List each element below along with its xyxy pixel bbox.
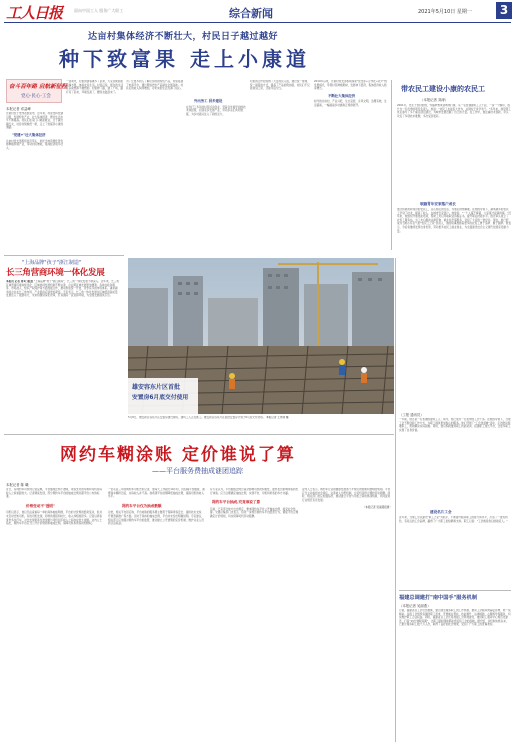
section-rule-left bbox=[4, 255, 124, 256]
lead-body-col-1: 达亩村位于贵州省凯里市，近年来，村里坚持党建引领，发展特色产业，壮大集体经济，群众生活水平不断提高。村民们在家门口就能就业，日子越过越红火，村容村貌焕然一新，走上了致富奔小康的道路。 "党建+"壮大集体经济 达亩村党支部组织党员带头，依托当地资源优势发展种植养殖产业，带动村民增收，集体经济逐年壮大。 bbox=[6, 112, 64, 150]
column-tag-box bbox=[6, 79, 67, 103]
bottom-subtitle: ——平台服务费抽成谜团追踪 bbox=[152, 467, 243, 475]
side-story-body-1: 2001年，出生于农村的他，怀揣梦想来到城市打拼，从一名普通建筑工人干起，一步一个脚印，成长为一名优秀的项目负责人。他说："农民工也能有大作为，关键在于肯学肯干。"多年来，他带领工友们参与了多个重点项目建设，为城市发展贡献了自己的力量。在工作中，他注重技术创新，带头攻克了多项技术难题，多次受到表彰。 bbox=[397, 104, 511, 118]
column-sub: 党心·民心·工会 bbox=[21, 94, 51, 99]
bottom-subhead-3: 网约车平台抽成,究竟谁说了算 bbox=[212, 500, 261, 505]
side-story-subhead: 领跑青年安家落户成长 bbox=[420, 202, 456, 206]
photo-caption-title: 雄安容东片区首批 bbox=[132, 384, 181, 391]
date: 2021年5月10日 星期一 bbox=[418, 9, 472, 15]
photo-caption bbox=[128, 416, 394, 428]
photo-caption-title-2: 安置房6月底交付使用 bbox=[132, 395, 189, 401]
lead-kicker: 达亩村集体经济不断壮大，村民日子越过越好 bbox=[88, 32, 279, 42]
left-story-headline: 长三角营商环境一体化发展 bbox=[6, 268, 105, 278]
section-rule-bottom bbox=[4, 434, 394, 435]
masthead bbox=[0, 0, 515, 22]
right-bottom-body-3: 日前，福建省总工会出台措施，建立健全服务职工的工作机制，推动工会服务向基层延伸、向一线倾斜。各级工会组织将围绕职工需求，开展就业帮扶、技能提升、法律援助、心理疏导等服务，切实维护职工合法权益。同时，福建省总工会还将加强工会阵地建设，推进职工服务中心规范化建设，打造"15分钟服务圈"，让职工随时随地都能感受到工会的温暖。据介绍，该机制实施以来，已累计服务职工数十万人次，取得了良好的社会效果，受到了广大职工的普遍欢迎。 bbox=[399, 609, 511, 627]
section-title: 综合新闻 bbox=[229, 7, 273, 20]
lead-body-col-2: 一到周末，村里的游客就多了起来，大家到果园里采摘水果，体验农家生活。村民们说，现在的生活是以前想都不敢想的。村里修了路，建了广场，路灯亮了起来，环境变美了，腰包也鼓起来了。 bbox=[66, 80, 124, 94]
left-story-lead: 本报讯 记者 周1日报道 bbox=[6, 280, 33, 283]
bottom-body-col-4: 业内人士表示，网约车行业的健康发展离不开规范的管理和透明的规则。平台应当主动承担社会责任，完善收入分配机制，让司机获得合理的劳动报酬。同时，相关部门也应加强指导，推动建立平台与司机之间的协商机制，共同促进行业规范有序发展。 （本报记者 吴丽燕报道） bbox=[302, 488, 392, 510]
lead-headline: 种下致富果 走上小康道 bbox=[59, 47, 310, 71]
lead-subhead-2: 不断壮大集体经济 bbox=[328, 93, 356, 98]
bottom-body-col-3: 有专家认为，平台抽成比例过高会影响司机的积极性，最终也会影响乘客的出行体验。应当合理确定抽成比例，实现平台、司机和乘客的多方共赢。 网约车平台抽成,究竟谁说了算 目前，已有部分地方出台规定，要求网约车平台公开抽成比例，接受社会监督。交通运输部门也表示，将进一步规范网约车平台经营行为，督促平台合理确定计价规则，切实保障司机劳动报酬。 bbox=[210, 488, 299, 518]
right-bottom-title: 福建总调建打"南中国手"服务机制 bbox=[399, 595, 478, 601]
news-photo bbox=[128, 258, 394, 414]
column-tag: 奋斗百年路 启航新征程 bbox=[9, 84, 67, 90]
right-bottom-body-1: 一年前，他还是一名普通的建筑工人；如今，他已成为一名优秀的工会干部。在他的带领下，当地工会不断创新工作方式，为职工提供更加贴心的服务。他们开展了"工会送温暖"活动，走访慰问困难职工，帮助解决实际困难。同时，他们积极推进职工技能培训，搭建职工成长平台，让更多职工实现了自身价值。 bbox=[399, 418, 511, 432]
bottom-body-col-2: 一位从业三年的网约车司机告诉记者，他每天工作超过10小时，但扣除平台抽成、油费和车辆折旧后，实际收入并不高。他希望平台能够降低抽成比例，提高司机的收入水平。 网约车平台仅为抽成数额 对此，相关平台回应称，平台收取的服务费主要用于保障乘客安全、提供技术支持、开展营销推广等方面。但对于具体的抽成比例，平台并未给出明确说明。专家建议，相关部门应加强对网约车平台的监管，推动建立公开透明的定价机制，维护从业人员的合法权益。 bbox=[108, 488, 205, 526]
side-story-title: 带农民工建设小康的农民工 bbox=[401, 85, 485, 93]
side-story-body-2: 他还积极帮助身边的农民工，关心他们的生活，为他们排忧解难。在他的带领下，越来越多的农民工学到了技术，提高了收入，在城市安家落户。他常说："一个人富不算富，大家富才是真的富。"近年来，他组织开展技能培训，帮助工友们考取职业资格证书，提升职业技能水平。他还牵头成立了农民工服务站，为工友们提供法律咨询、就业信息等服务，受到了大家的一致好评。现在，他已经成为当地小有名气的"农民工之家"负责人，他的故事激励着更多的农民工勇于追梦、敢于圆梦。他表示，今后将继续发挥自身优势，带动更多农民工就业创业，为全面建设社会主义现代化国家贡献力量。 bbox=[397, 208, 511, 233]
side-story-byline: （本报记者 刘涛） bbox=[420, 98, 449, 102]
page-number bbox=[496, 2, 512, 19]
bottom-headline: 网约车糊涂账 定价谁说了算 bbox=[60, 445, 296, 465]
lead-subhead-3: "党建+"壮大集体经济 bbox=[12, 132, 46, 137]
masthead-sub: 面向中国工人 服务广大职工 bbox=[74, 8, 124, 13]
bottom-subhead-2: 网约车平台仅为抽成数额 bbox=[122, 503, 162, 508]
photo-credit: 本报记者 王伟伟 摄 bbox=[266, 416, 289, 419]
lead-body-col-6: 2019年以来，达亩村党支部积极探索"党支部+合作社+农户"的发展模式，带领村民种植果树，发展林下经济，集体经济收入稳步增长。 不断壮大集体经济 如今的达亩村，产业兴旺，生态宜居，乡风文明，治理有效，生活富裕，一幅美丽乡村画卷正徐徐展开。 bbox=[314, 80, 387, 107]
right-bottom-subhead: 建设名片工会 bbox=[430, 510, 452, 514]
lead-body-col-4: 外出务工 回乡建设 在外打工多年的村民返乡创业，带着在外面学到的技术和经验，回到家乡发展产业，带动乡亲们共同致富，为乡村振兴注入了新的活力。 bbox=[186, 80, 248, 252]
left-story-kicker: "上海品牌"孩子"浙江制造" bbox=[22, 260, 82, 266]
lead-byline: 本报记者 邓益峰 bbox=[6, 107, 31, 111]
bottom-byline: 本报记者 陈 曦 bbox=[6, 483, 29, 487]
bottom-body-col-1: 近日，有网约车司机向记者反映，平台抽成比例不透明，乘客支付的车费和司机实际收入之间差距较大。记者调查发现，部分网约车平台的抽成比例远超平台公布的标准。 价格变动不"透明" 司机们表示，他们无法查看每一单的具体抽成明细，平台的计价规则经常变动，但并未及时告知司机。有的司机发现，同样的里程和时长，收入却相差很多。记者以乘客身份多次打车，对比发现乘客付款金额与司机到手收入之间存在较大差额。业内人士指出，网约车平台应当公开计价规则和抽成比例，保障司机和乘客的知情权。 bbox=[6, 488, 104, 738]
photo-caption-text: 5月8日，雄安新区容东片区安置房建设现场，建筑工人正在施工。雄安新区容东片区首批安置房计划于6月底交付使用。 bbox=[128, 416, 266, 419]
lead-subhead-1: 外出务工 回乡建设 bbox=[194, 99, 223, 103]
right-bottom-byline-2: （本报记者 吴丽燕） bbox=[399, 604, 431, 608]
bottom-subhead-1: 价格变动不"透明" bbox=[26, 503, 55, 508]
lead-body-col-5: 村里的合作社吸纳了大量村民入股，通过统一管理、统一销售的方式，提高了产品的附加值，村民们不仅能领到工资，还能年底分红。 bbox=[250, 80, 310, 91]
page-number-text: 3 bbox=[499, 3, 509, 17]
left-story-body: 本报讯 记者 周1日报道 "上海品牌"孩子"浙江制造"，长三角一体化发展不断深入。近年来，长三角区域营商环境持续优化，区域协同发展机制不断完善，企业跨区域发展更加便利。各地在政务服务、市场准入、知识产权保护等方面加强合作，推动形成统一开放、竞争有序的市场体系。越来越多的企业在长三角布局，产业链供应链更加紧密。专家表示，长三角一体化发展为区域经济高质量发展注入了强劲动力，未来将继续深化改革，打造国际一流营商环境，为全国发展提供示范。 bbox=[6, 280, 119, 298]
right-bottom-body-2: 近年来，当地工会以建设"职工之家"为抓手，不断提升服务职工的能力和水平，打造了一批有特色、有亮点的工会品牌，赢得了广大职工的信赖和支持。职工们说："工会就是我们的娘家人。" bbox=[399, 516, 508, 523]
right-bottom-divider bbox=[399, 590, 511, 591]
right-col-rule bbox=[395, 258, 396, 742]
lead-body-col-3: 为了让更多的人了解达亩村的特色产品，村里搭建了电商平台，通过网络把农产品销往全国各地。村民们的收入持续增加，对未来的生活充满了信心。 bbox=[126, 80, 184, 91]
masthead-rule bbox=[4, 22, 511, 23]
masthead-logo: 工人日报 bbox=[6, 4, 63, 22]
bottom-footer: （本报记者 吴丽燕报道） bbox=[362, 506, 392, 510]
lead-right-rule bbox=[391, 80, 392, 250]
right-bottom-byline: （工报 通讯员） bbox=[399, 413, 424, 417]
